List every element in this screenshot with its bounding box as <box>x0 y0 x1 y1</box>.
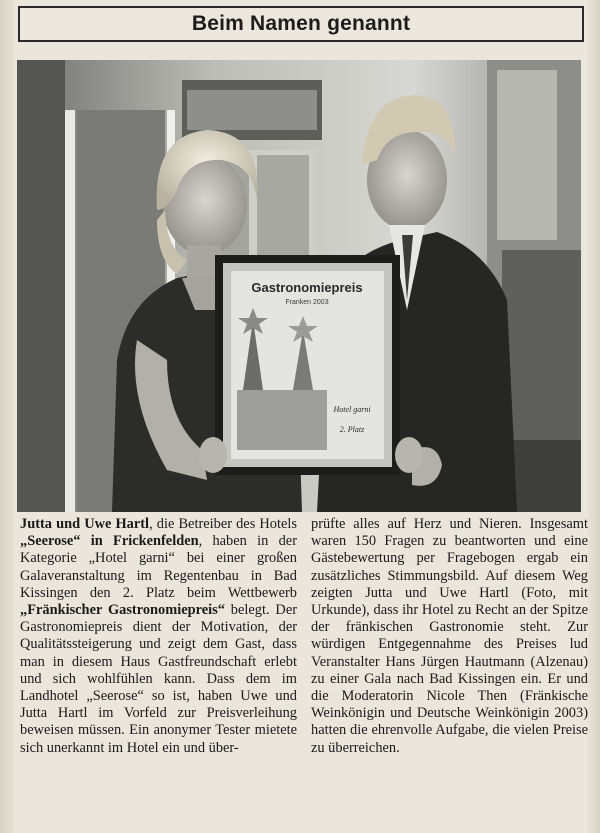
clipping-right-edge <box>588 0 600 833</box>
article-award-name: „Fränkischer Gastronomiepreis“ <box>20 602 225 619</box>
certificate-hotel: Hotel garni <box>333 405 371 414</box>
certificate-title: Gastronomiepreis <box>251 280 363 295</box>
clipping-left-edge <box>0 0 14 833</box>
article-hotel-name: „Seerose“ in Frickenfelden <box>20 533 199 550</box>
headline: Beim Namen genannt <box>191 12 411 35</box>
certificate-place: 2. Platz <box>339 425 365 434</box>
article-body <box>20 516 588 828</box>
article-column-1 <box>20 516 297 828</box>
certificate-subtitle: Franken 2003 <box>285 299 329 306</box>
article-column-2 <box>311 516 588 828</box>
article-text-segment: belegt. Der Gastronomiepreis dient der Motivation, der Qualitätssteigerung und zeigt dem Gast, dass man in diesem Haus Gastfreundschaft erlebt und sich wohlfühlen kann. Dass dem im Landhotel „Seerose“ so ist, haben Uwe und Jutta Hartl im Vorfeld zur Preisverleihung beweisen müssen. Ein anonymer Tester mietete sich unerkannt im Hotel ein und über- <box>20 602 297 756</box>
headline-box <box>18 6 584 42</box>
article-text-segment: , die Betreiber des Hotels <box>149 516 297 532</box>
article-text-segment: , haben in der Kategorie „Hotel garni“ bei einer großen Galaveranstaltung im Regentenbau in Bad Kissingen den 2. Platz beim Wettbewerb <box>20 533 297 601</box>
article-paragraph-2: prüfte alles auf Herz und Nieren. Insgesamt waren 150 Fragen zu beantworten und eine Gästebewertung per Fragebogen ergab ein zusätzliches Stimmungsbild. Auf diesem Weg zeigten Jutta und Uwe Hartl (Foto, mit Urkunde), dass ihr Hotel zu Recht an der Spitze der fränkischen Gastronomie steht. Zur würdigen Entgegennahme des Preises lud Veranstalter Hans Jürgen Hautmann (Alzenau) zu einer Gala nach Bad Kissingen ein. Er und die Moderatorin Nicole Then (Fränkische Weinkönigin und Deutsche Weinkönigin 2003) hatten die ehrenvolle Aufgabe, die vielen Preise zu überreichen. <box>311 516 588 756</box>
award-photo <box>17 60 581 512</box>
article-lead-names: Jutta und Uwe Hartl <box>20 516 150 532</box>
article-paragraph-1 <box>20 516 297 757</box>
award-photo-illustration <box>17 60 581 512</box>
